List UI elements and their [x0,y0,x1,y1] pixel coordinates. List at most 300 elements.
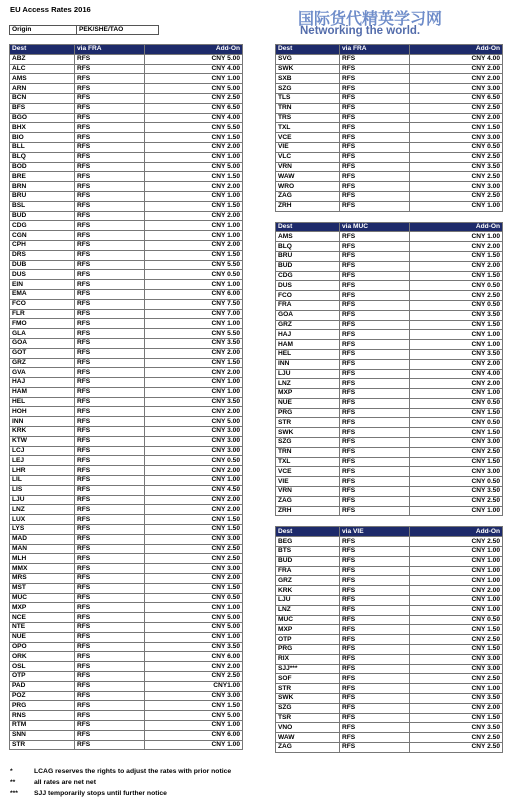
table-row [10,574,243,584]
dest-code: MAN [10,544,75,554]
table-row [276,232,503,242]
table-row [10,662,243,672]
table-row [276,172,503,182]
dest-code: NTE [10,623,75,633]
addon-rate: CNY 5.00 [145,417,243,427]
table-row [276,242,503,252]
dest-code: STR [10,740,75,750]
dest-code: MUC [10,593,75,603]
via-code: RFS [75,603,145,613]
addon-rate: CNY 1.00 [410,330,503,340]
table-row [10,593,243,603]
addon-rate: CNY 2.50 [410,103,503,113]
dest-code: TRN [276,447,340,457]
via-code: RFS [340,74,410,84]
table-row [276,152,503,162]
addon-rate: CNY 1.50 [145,133,243,143]
dest-code: NUE [276,398,340,408]
table-row [10,652,243,662]
via-code: RFS [340,674,410,684]
table-row [276,428,503,438]
table-row [276,281,503,291]
via-code: RFS [340,93,410,103]
dest-code: DUS [276,281,340,291]
table-row [10,182,243,192]
table-row [276,506,503,516]
via-code: RFS [340,182,410,192]
addon-rate: CNY 3.00 [145,446,243,456]
addon-rate: CNY 1.50 [410,457,503,467]
table-row [10,64,243,74]
addon-rate: CNY 2.00 [145,662,243,672]
dest-code: LNZ [10,505,75,515]
via-code: RFS [340,547,410,557]
table-row [10,152,243,162]
via-code: RFS [75,730,145,740]
dest-code: LJU [276,369,340,379]
dest-code: VIE [276,477,340,487]
addon-rate: CNY 1.00 [410,596,503,606]
table-row [276,389,503,399]
addon-rate: CNY 4.00 [410,54,503,64]
addon-rate: CNY 2.00 [145,240,243,250]
dest-code: HOH [10,407,75,417]
dest-code: FMO [10,319,75,329]
addon-rate: CNY 0.50 [410,300,503,310]
addon-rate: CNY 2.50 [410,172,503,182]
dest-code: BLQ [10,152,75,162]
addon-rate: CNY 2.00 [145,466,243,476]
dest-code: GRZ [276,576,340,586]
via-code: RFS [340,723,410,733]
spacer-row [276,211,503,222]
dest-code: TRN [276,103,340,113]
via-header: via VIE [340,527,410,537]
table-row [276,408,503,418]
table-header-row [10,45,243,55]
via-code: RFS [340,537,410,547]
table-row [276,576,503,586]
via-code: RFS [340,359,410,369]
table-row [276,447,503,457]
dest-code: GRZ [10,358,75,368]
table-row [276,359,503,369]
via-code: RFS [75,260,145,270]
via-code: RFS [75,554,145,564]
table-row [276,742,503,752]
table-row [10,84,243,94]
table-row [10,211,243,221]
via-code: RFS [75,476,145,486]
addon-rate: CNY 2.50 [410,291,503,301]
dest-code: MXP [276,389,340,399]
addon-rate: CNY 1.00 [410,340,503,350]
via-code: RFS [340,64,410,74]
table-row [276,694,503,704]
dest-code: FCO [10,299,75,309]
addon-rate: CNY 5.00 [145,162,243,172]
addon-header: Add-On [410,222,503,232]
via-code: RFS [340,733,410,743]
table-row [10,476,243,486]
dest-code: STR [276,684,340,694]
addon-rate: CNY 4.00 [145,64,243,74]
via-code: RFS [340,172,410,182]
addon-rate: CNY 1.00 [145,231,243,241]
table-row [10,544,243,554]
dest-code: ZAG [276,496,340,506]
addon-rate: CNY 1.00 [145,221,243,231]
table-row [10,515,243,525]
addon-rate: CNY 2.50 [145,544,243,554]
table-row [10,603,243,613]
via-code: RFS [340,191,410,201]
table-row [10,583,243,593]
via-code: RFS [75,662,145,672]
via-header: via MUC [340,222,410,232]
dest-code: BLL [10,142,75,152]
table-row [10,191,243,201]
dest-code: ZAG [276,191,340,201]
addon-rate: CNY 2.50 [410,191,503,201]
addon-rate: CNY 3.50 [410,487,503,497]
table-row [10,534,243,544]
addon-rate: CNY 3.00 [145,534,243,544]
dest-code: KRK [276,586,340,596]
right-rates-table [275,44,503,753]
dest-code: POZ [10,691,75,701]
addon-rate: CNY 2.00 [410,64,503,74]
via-code: RFS [340,261,410,271]
via-code: RFS [340,152,410,162]
addon-rate: CNY 6.00 [145,652,243,662]
via-code: RFS [75,338,145,348]
table-row [10,407,243,417]
addon-rate: CNY 2.00 [410,586,503,596]
table-row [276,556,503,566]
table-row [10,113,243,123]
via-code: RFS [340,506,410,516]
dest-code: EMA [10,289,75,299]
dest-code: LHR [10,466,75,476]
dest-code: LJU [276,596,340,606]
table-row [276,605,503,615]
dest-code: MUC [276,615,340,625]
via-code: RFS [340,566,410,576]
table-row [276,496,503,506]
via-code: RFS [340,703,410,713]
dest-code: HAM [276,340,340,350]
addon-rate: CNY 1.00 [145,191,243,201]
dest-code: PRG [276,408,340,418]
via-code: RFS [340,142,410,152]
addon-rate: CNY 3.00 [410,467,503,477]
via-code: RFS [75,525,145,535]
addon-rate: CNY 6.50 [145,103,243,113]
table-row [276,457,503,467]
table-row [10,329,243,339]
table-row [276,54,503,64]
watermark-tagline: Networking the world. [300,25,421,37]
table-row [10,495,243,505]
via-code: RFS [340,742,410,752]
table-row [276,537,503,547]
addon-rate: CNY 2.50 [145,672,243,682]
table-row [10,270,243,280]
dest-code: SXB [276,74,340,84]
addon-rate: CNY 1.50 [410,408,503,418]
addon-rate: CNY 2.00 [410,261,503,271]
addon-rate: CNY 1.50 [410,625,503,635]
addon-rate: CNY 3.50 [410,310,503,320]
via-code: RFS [75,152,145,162]
table-row [276,625,503,635]
addon-rate: CNY 2.00 [410,379,503,389]
dest-code: LCJ [10,446,75,456]
dest-code: FCO [276,291,340,301]
dest-code: HEL [276,349,340,359]
dest-code: BRN [10,182,75,192]
table-row [10,133,243,143]
via-code: RFS [340,340,410,350]
via-code: RFS [75,231,145,241]
via-code: RFS [75,485,145,495]
addon-rate: CNY 1.50 [145,525,243,535]
dest-code: BEG [276,537,340,547]
via-code: RFS [75,623,145,633]
table-row [10,672,243,682]
dest-code: MXP [10,603,75,613]
addon-rate: CNY 3.50 [145,397,243,407]
footnote-2: ** all rates are net net [10,779,96,786]
table-row [10,505,243,515]
addon-rate: CNY 1.00 [410,201,503,211]
table-row [10,358,243,368]
addon-rate: CNY 0.50 [410,398,503,408]
addon-rate: CNY 1.00 [410,232,503,242]
via-code: RFS [340,457,410,467]
addon-rate: CNY 2.00 [145,407,243,417]
dest-code: VNO [276,723,340,733]
dest-code: GOT [10,348,75,358]
dest-code: BIO [10,133,75,143]
via-code: RFS [75,544,145,554]
table-header-row [276,527,503,537]
table-row [10,123,243,133]
addon-rate: CNY 3.00 [410,438,503,448]
table-row [276,703,503,713]
via-code: RFS [75,309,145,319]
via-code: RFS [340,447,410,457]
via-code: RFS [75,172,145,182]
via-code: RFS [75,436,145,446]
via-code: RFS [340,438,410,448]
via-code: RFS [75,162,145,172]
addon-rate: CNY 0.50 [145,593,243,603]
table-row [10,446,243,456]
addon-rate: CNY 3.00 [145,436,243,446]
via-code: RFS [75,84,145,94]
dest-code: BUD [276,556,340,566]
addon-rate: CNY 1.00 [145,319,243,329]
spacer-row [276,516,503,527]
dest-code: BTS [276,547,340,557]
table-row [10,201,243,211]
addon-rate: CNY 3.00 [145,691,243,701]
addon-rate: CNY 2.00 [410,359,503,369]
table-row [10,280,243,290]
via-code: RFS [340,625,410,635]
table-row [276,162,503,172]
dest-code: RIX [276,654,340,664]
addon-rate: CNY 3.00 [410,654,503,664]
table-header-row [276,222,503,232]
dest-code: DRS [10,250,75,260]
table-row [276,369,503,379]
via-code: RFS [75,387,145,397]
addon-rate: CNY 5.00 [145,623,243,633]
addon-rate: CNY 1.00 [145,476,243,486]
dest-code: WAW [276,172,340,182]
addon-rate: CNY 2.00 [145,142,243,152]
via-code: RFS [340,54,410,64]
table-row [276,142,503,152]
dest-code: HAM [10,387,75,397]
addon-rate: CNY 5.00 [145,54,243,64]
dest-code: SZG [276,703,340,713]
addon-rate: CNY 1.00 [145,603,243,613]
table-row [10,260,243,270]
table-row [276,379,503,389]
dest-code: ORK [10,652,75,662]
via-code: RFS [75,642,145,652]
table-row [276,133,503,143]
table-row [276,113,503,123]
dest-code: PAD [10,681,75,691]
addon-rate: CNY 2.00 [410,113,503,123]
via-code: RFS [75,672,145,682]
via-code: RFS [340,556,410,566]
addon-rate: CNY 3.50 [410,694,503,704]
addon-rate: CNY 0.50 [410,142,503,152]
via-code: RFS [75,221,145,231]
addon-rate: CNY 1.50 [410,645,503,655]
dest-code: OTP [276,635,340,645]
table-row [276,340,503,350]
table-row [10,378,243,388]
table-row [10,231,243,241]
addon-rate: CNY 1.50 [410,320,503,330]
addon-rate: CNY 0.50 [145,456,243,466]
dest-code: RNS [10,711,75,721]
table-row [10,436,243,446]
dest-code: TLS [276,93,340,103]
dest-code: MMX [10,564,75,574]
addon-rate: CNY 6.00 [145,289,243,299]
via-code: RFS [75,397,145,407]
table-row [276,93,503,103]
table-row [10,554,243,564]
dest-code: DUS [10,270,75,280]
via-code: RFS [75,319,145,329]
via-code: RFS [75,701,145,711]
table-row [276,261,503,271]
dest-code: TSR [276,713,340,723]
table-row [276,84,503,94]
via-code: RFS [340,713,410,723]
addon-header: Add-On [410,45,503,55]
addon-rate: CNY 1.50 [145,515,243,525]
dest-code: BOD [10,162,75,172]
dest-code: NCE [10,613,75,623]
via-code: RFS [75,652,145,662]
addon-rate: CNY 2.50 [410,635,503,645]
watermark-cn: 国际货代精英学习网 [298,11,443,28]
dest-code: SNN [10,730,75,740]
dest-code: CDG [10,221,75,231]
dest-code: SZG [276,84,340,94]
table-row [10,642,243,652]
via-code: RFS [75,505,145,515]
via-code: RFS [340,487,410,497]
table-row [276,654,503,664]
table-row [276,733,503,743]
via-code: RFS [340,369,410,379]
dest-code: HEL [10,397,75,407]
table-row [276,191,503,201]
addon-rate: CNY 1.50 [410,123,503,133]
via-code: RFS [340,418,410,428]
via-code: RFS [340,281,410,291]
addon-rate: CNY 5.00 [145,711,243,721]
via-code: RFS [75,740,145,750]
dest-header: Dest [276,45,340,55]
table-row [10,103,243,113]
via-code: RFS [340,389,410,399]
via-code: RFS [75,270,145,280]
dest-code: SWK [276,64,340,74]
table-row [10,172,243,182]
table-row [10,456,243,466]
via-code: RFS [75,64,145,74]
addon-rate: CNY 6.50 [410,93,503,103]
addon-rate: CNY 2.50 [145,554,243,564]
table-row [10,250,243,260]
via-code: RFS [75,358,145,368]
table-row [10,632,243,642]
dest-code: NUE [10,632,75,642]
via-code: RFS [340,123,410,133]
dest-code: VRN [276,487,340,497]
via-code: RFS [75,368,145,378]
dest-code: VRN [276,162,340,172]
dest-code: BLQ [276,242,340,252]
addon-rate: CNY 2.00 [145,574,243,584]
via-code: RFS [75,142,145,152]
via-code: RFS [75,407,145,417]
dest-code: ZRH [276,201,340,211]
dest-code: RTM [10,720,75,730]
table-row [276,438,503,448]
table-row [10,427,243,437]
dest-code: BRU [276,251,340,261]
via-code: RFS [75,593,145,603]
addon-rate: CNY 1.00 [410,389,503,399]
addon-rate: CNY 2.00 [145,182,243,192]
addon-rate: CNY 0.50 [410,477,503,487]
table-row [276,74,503,84]
table-header-row [276,45,503,55]
